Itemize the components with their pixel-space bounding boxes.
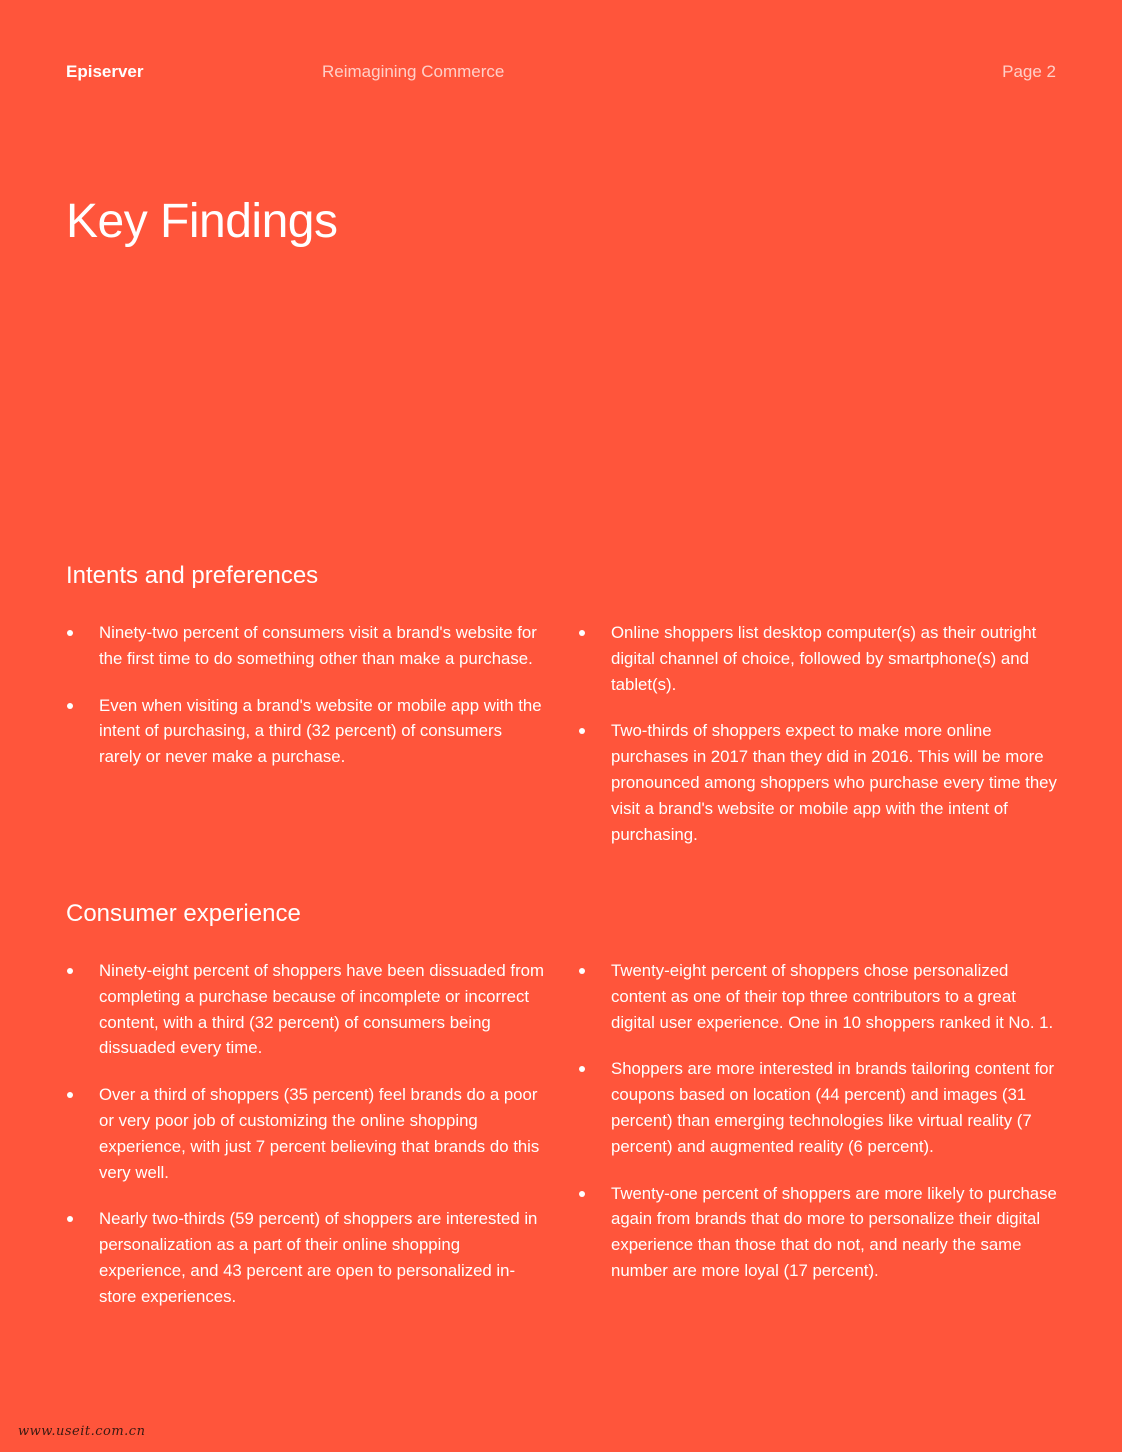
list-item (578, 1181, 1058, 1284)
list-item-text: Twenty-one percent of shoppers are more likely to purchase again from brands that do more to personalize their digital experience than those that do not, and nearly the same number are more loyal (17 percent). (611, 1183, 1057, 1280)
page-header (66, 62, 1056, 86)
bullet-icon (67, 1216, 73, 1222)
list-item (578, 1056, 1058, 1159)
list-item (66, 693, 546, 770)
bullet-icon (67, 1092, 73, 1098)
list-item-text: Shoppers are more interested in brands tailoring content for coupons based on location (44 percent) and images (31 percent) than emerging technologies like virtual reality (7 percent) and augmented reality (6 percent). (611, 1059, 1055, 1156)
bullet-icon (579, 1191, 585, 1197)
list-item-text: Nearly two-thirds (59 percent) of shoppers are interested in personalization as a part of their online shopping experience, and 43 percent are open to personalized in-store experiences. (99, 1209, 538, 1306)
bullet-icon (67, 968, 73, 974)
bullet-icon (579, 968, 585, 974)
bullet-icon (67, 703, 73, 709)
page-number: Page 2 (1002, 62, 1056, 81)
list-item (66, 958, 546, 1061)
list-item (578, 620, 1058, 697)
document-title: Reimagining Commerce (322, 62, 505, 81)
watermark-text: www.useit.com.cn (18, 1424, 146, 1439)
list-item (66, 1082, 546, 1185)
list-item-text: Two-thirds of shoppers expect to make more online purchases in 2017 than they did in 2016. This will be more pronounced among shoppers who purchase every time they visit a brand's website or mobile app with the intent of purchasing. (611, 721, 1057, 844)
list-item-text: Ninety-two percent of consumers visit a brand's website for the first time to do something other than make a purchase. (99, 623, 537, 668)
list-item (66, 620, 546, 672)
brand-name: Episerver (66, 62, 144, 81)
section-heading-consumer-experience: Consumer experience (66, 900, 301, 927)
list-item-text: Ninety-eight percent of shoppers have been dissuaded from completing a purchase because of incomplete or incorrect content, with a third (32 percent) of consumers being dissuaded every time. (99, 961, 544, 1058)
page-title: Key Findings (66, 195, 338, 248)
list-item-text: Online shoppers list desktop computer(s) as their outright digital channel of choice, followed by smartphone(s) and tablet(s). (611, 623, 1037, 694)
bullet-icon (579, 1066, 585, 1072)
bullet-icon (579, 630, 585, 636)
list-item (578, 958, 1058, 1035)
section-heading-intents: Intents and preferences (66, 562, 319, 589)
list-item (66, 1206, 546, 1309)
list-item (578, 718, 1058, 847)
list-item-text: Over a third of shoppers (35 percent) feel brands do a poor or very poor job of customizing the online shopping experience, with just 7 percent believing that brands do this very well. (99, 1085, 540, 1182)
bullet-icon (67, 630, 73, 636)
intents-right-list (578, 620, 1058, 868)
bullet-icon (579, 728, 585, 734)
experience-right-list (578, 958, 1058, 1305)
intents-left-list (66, 620, 546, 791)
list-item-text: Twenty-eight percent of shoppers chose personalized content as one of their top three contributors to a great digital user experience. One in 10 shoppers ranked it No. 1. (611, 961, 1054, 1032)
list-item-text: Even when visiting a brand's website or mobile app with the intent of purchasing, a third (32 percent) of consumers rarely or never make a purchase. (99, 695, 542, 767)
experience-left-list (66, 958, 546, 1331)
